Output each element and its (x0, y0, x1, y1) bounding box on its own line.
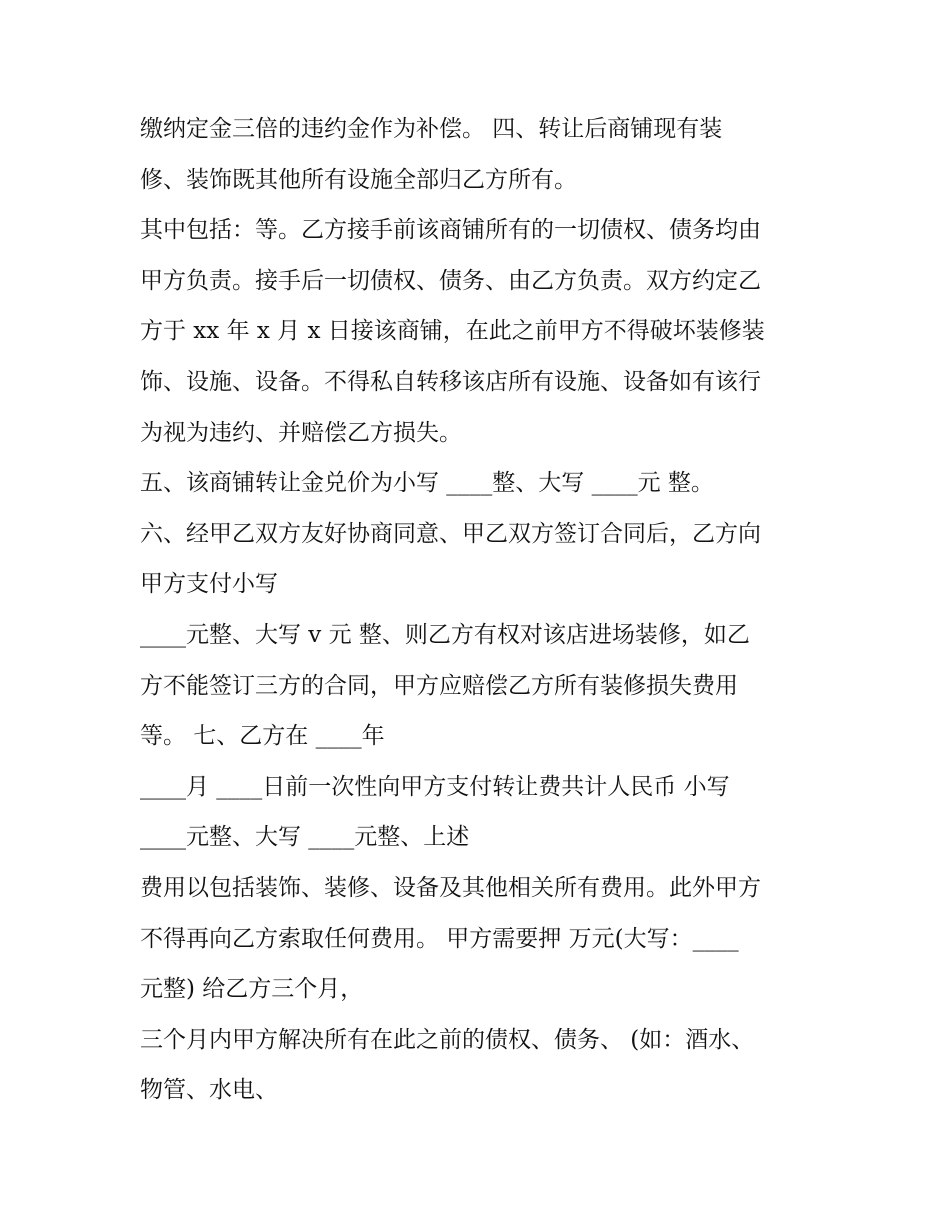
text-line: 为视为违约、并赔偿乙方损失。 (140, 419, 462, 446)
text-line: 方不能签订三方的合同，甲方应赔偿乙方所有装修损失费用 (140, 672, 738, 699)
text-line: 甲方负责。接手后一切债权、债务、由乙方负责。双方约定乙 (140, 267, 761, 294)
text-line: 物管、水电、 (140, 1077, 278, 1104)
text-line: 甲方支付小写 (140, 571, 278, 598)
contract-text-body (140, 104, 830, 1116)
text-line: ____元整、大写 v 元 整、则乙方有权对该店进场装修，如乙 (140, 621, 750, 648)
text-line: 五、该商铺转让金兑价为小写 ____整、大写 ____元 整。 (140, 470, 714, 497)
text-line: 不得再向乙方索取任何费用。 甲方需要押 万元(大写：____ (140, 925, 739, 952)
text-line: 饰、设施、设备。不得私自转移该店所有设施、设备如有该行 (140, 368, 761, 395)
text-line: 方于 xx 年 x 月 x 日接该商铺，在此之前甲方不得破坏装修装 (140, 318, 765, 345)
text-line: ____月 ____日前一次性向甲方支付转让费共计人民币 小写 (140, 773, 730, 800)
text-line: 六、经甲乙双方友好协商同意、甲乙双方签订合同后，乙方向 (140, 520, 761, 547)
text-line: 缴纳定金三倍的违约金作为补偿。 四、转让后商铺现有装 (140, 116, 723, 142)
text-line: 修、装饰既其他所有设施全部归乙方所有。 (140, 166, 577, 193)
text-line: 其中包括：等。乙方接手前该商铺所有的一切债权、债务均由 (140, 217, 761, 244)
text-line: 等。 七、乙方在 ____年 (140, 723, 385, 750)
text-line: 费用以包括装饰、装修、设备及其他相关所有费用。此外甲方 (140, 874, 761, 901)
text-line: 元整) 给乙方三个月， (140, 976, 364, 1003)
text-line: ____元整、大写 ____元整、上述 (140, 824, 470, 851)
text-line: 三个月内甲方解决所有在此之前的债权、债务、 (如：酒水、 (140, 1026, 755, 1053)
